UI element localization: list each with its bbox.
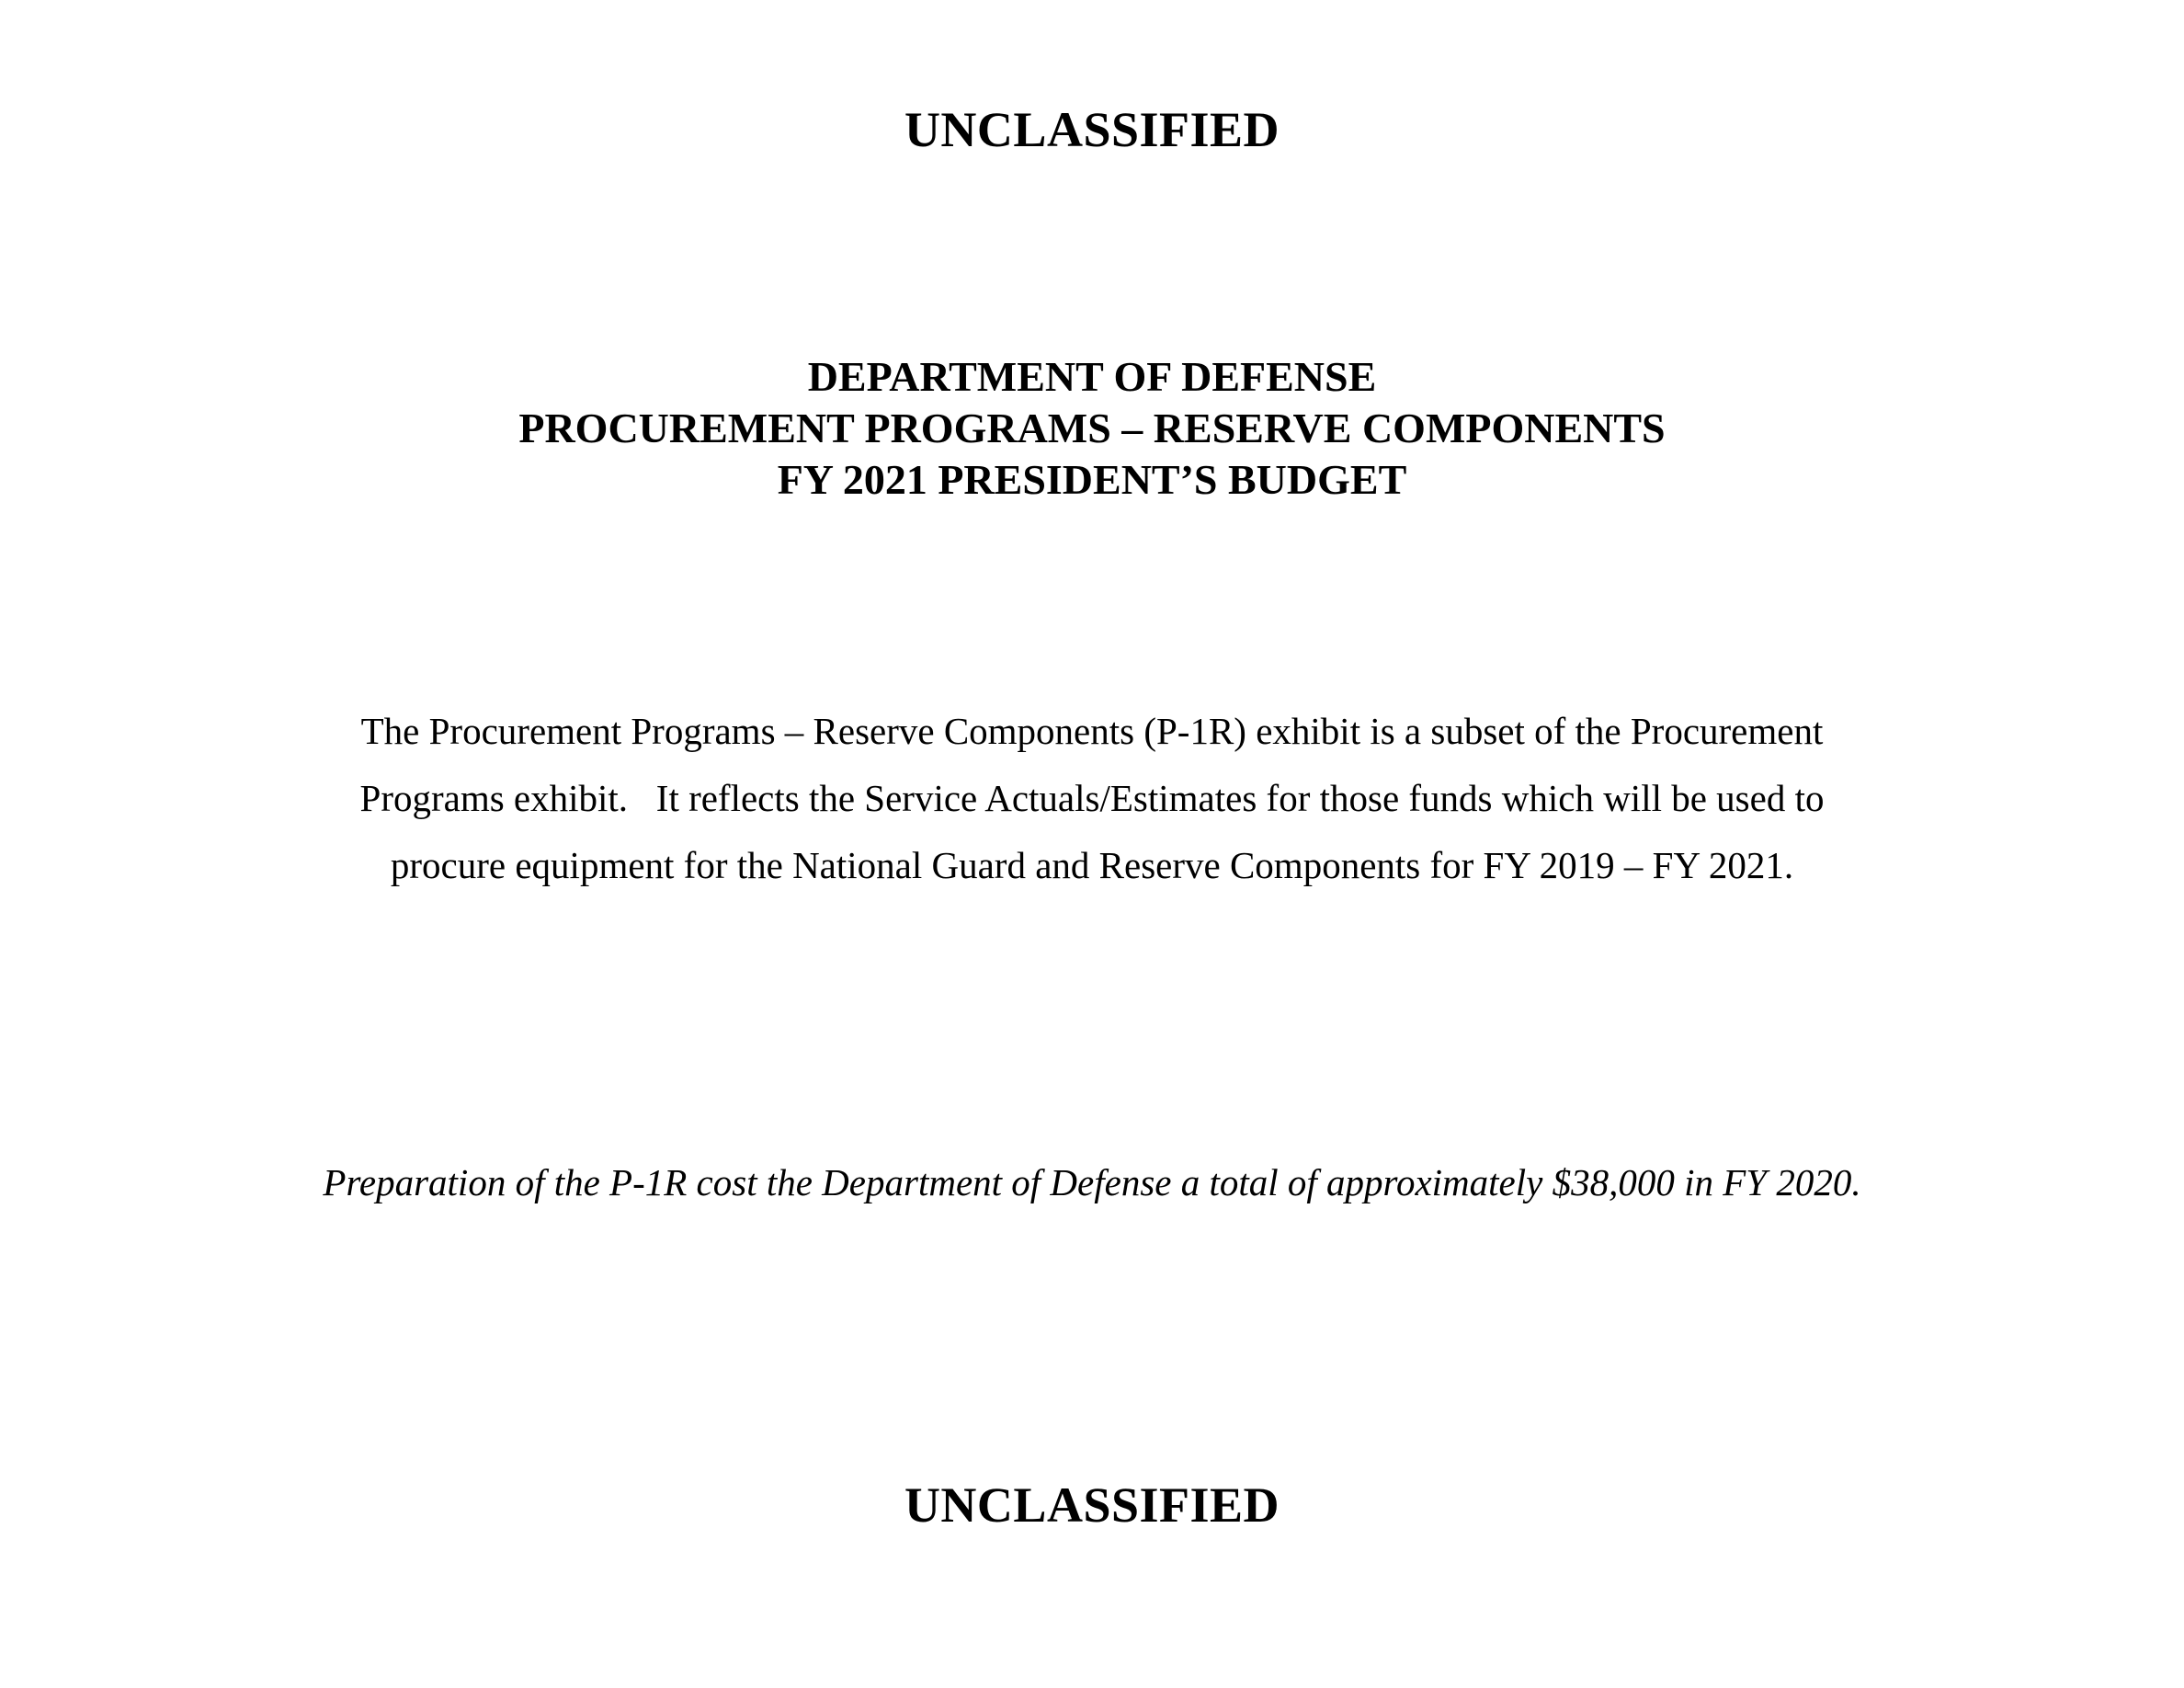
classification-marking-bottom: UNCLASSIFIED [904,1477,1280,1533]
title-line-department: DEPARTMENT OF DEFENSE [807,353,1377,400]
description-line-1: The Procurement Programs – Reserve Components (P-1R) exhibit is a subset of the Procurement [360,710,1824,752]
title-line-program: PROCUREMENT PROGRAMS – RESERVE COMPONENTS [518,405,1666,451]
exhibit-description [276,698,1908,899]
description-line-2: Programs exhibit. It reflects the Service Actuals/Estimates for those funds which will be used to [359,777,1825,819]
document-title [0,351,2184,506]
preparation-cost-note: Preparation of the P-1R cost the Department of Defense a total of approximately $38,000 in FY 2020. [323,1161,1861,1203]
description-line-3: procure equipment for the National Guard and Reserve Components for FY 2019 – FY 2021. [390,844,1794,886]
classification-marking-top: UNCLASSIFIED [904,102,1280,157]
title-line-budget: FY 2021 PRESIDENT’S BUDGET [777,456,1407,503]
